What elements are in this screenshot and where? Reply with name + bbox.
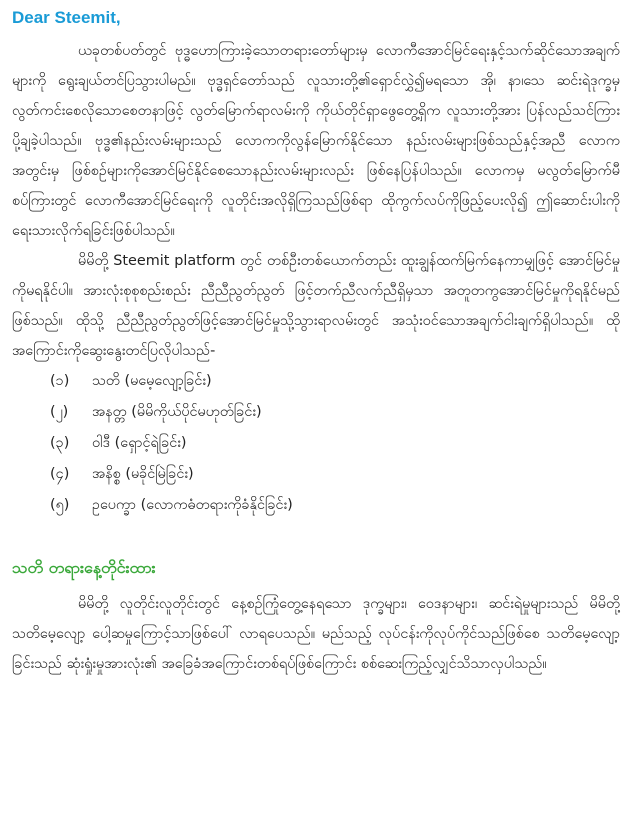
list-item-number: (၅) <box>50 497 70 513</box>
list-item <box>50 459 620 490</box>
list-item-text: အနိစ္စ (မခိုင်မြဲခြင်း) <box>92 466 194 482</box>
list-item-number: (၂) <box>50 404 69 420</box>
section-heading: သတိ တရားနေ့တိုင်းထား <box>12 558 156 577</box>
list-item-text: ဥပေက္ခာ (လောကဓံတရားကိုခံနိုင်ခြင်း) <box>92 497 293 513</box>
list-item <box>50 366 620 397</box>
list-item-text: ဝါဒီ (ရှောင့်ရဲခြင်း) <box>92 435 187 451</box>
article <box>12 6 620 679</box>
list-item <box>50 490 620 521</box>
list-item-number: (၁) <box>50 373 70 389</box>
list-item-number: (၃) <box>50 435 70 451</box>
steemit-paragraph: မိမိတို့ Steemit platform တွင် တစ်ဦးတစ်ယောက်တည်း ထူးချွန်ထက်မြက်နေကာမျှဖြင့် အောင်မြင်မှုကိုမရနိုင်ပါ။ အားလုံးစုစုစည်းစည်း ညီညီညွတ်ညွတ် ဖြင့်တက်ညီလက်ညီရှိမှသာ အတူတကွအောင်မြင်မှုကိုရနိုင်မည်ဖြစ်သည်။ ထိုသို့ ညီညီညွတ်ညွတ်ဖြင့်အောင်မြင်မှုသို့သွားရာလမ်းတွင် အသုံးဝင်သောအချက်ငါးချက်ရှိပါသည်။ ထိုအကြောင်းကိုဆွေးနွေးတင်ပြလိုပါသည်- <box>12 253 620 359</box>
principles-list <box>12 366 620 521</box>
list-item-text: အနတ္တ (မိမိကိုယ်ပိုင်မဟုတ်ခြင်း) <box>92 404 262 420</box>
list-item-number: (၄) <box>50 466 70 482</box>
intro-paragraph: ယခုတစ်ပတ်တွင် ဗုဒ္ဓဟောကြားခဲ့သောတရားတော်များမှ လောကီအောင်မြင်ရေးနှင့်သက်ဆိုင်သောအချက်များကို ရွေးချယ်တင်ပြသွားပါမည်။ ဗုဒ္ဓရှင်တော်သည် လူသားတို့၏ရှောင်လွှဲ၍မရသော အို၊ နာ၊သေ ဆင်းရဲဒုက္ခမှ လွတ်ကင်းစေလိုသောစေတနာဖြင့် လွတ်မြောက်ရာလမ်းကို ကိုယ်တိုင်ရှာဖွေတွေ့ရှိက လူသားတို့အား ပြန်လည်သင်ကြားပို့ချခဲ့ပါသည်။ ဗုဒ္ဓ၏နည်းလမ်းများသည် လောကကိုလွန်မြောက်နိုင်သော နည်းလမ်းများဖြစ်သည်နှင့်အညီ လောကအတွင်းမှ ဖြစ်စဉ်များကိုအောင်မြင်နိုင်စေသောနည်းလမ်းများလည်း ဖြစ်နေပြန်ပါသည်။ လောကမှ မလွတ်မြောက်မီစပ်ကြားတွင် လောကီအောင်မြင်ရေးကို လူတိုင်းအလိုရှိကြသည်ဖြစ်ရာ ထိုကွက်လပ်ကိုဖြည့်ပေးလို၍ ဤဆောင်းပါးကိုရေးသားလိုက်ရခြင်းဖြစ်ပါသည်။ <box>12 43 620 239</box>
list-item <box>50 428 620 459</box>
section-paragraph: မိမိတို့ လူတိုင်းလူတိုင်းတွင် နေ့စဉ်ကြုံတွေ့နေရသော ဒုက္ခများ၊ ဝေဒနာများ၊ ဆင်းရဲမှုများသည် မိမိတို့သတိမေ့လျော့ ပေါ့ဆမှုကြောင့်သာဖြစ်ပေါ် လာရပေသည်။ မည်သည့် လုပ်ငန်းကိုလုပ်ကိုင်သည်ဖြစ်စေ သတိမေ့လျော့ခြင်းသည် ဆုံးရှုံးမှုအားလုံး၏ အခြေခံအကြောင်းတစ်ရပ်ဖြစ်ကြောင်း စစ်ဆေးကြည့်လျှင်သိသာလှပါသည်။ <box>12 596 620 672</box>
list-item <box>50 397 620 428</box>
list-item-text: သတိ (မမေ့လျော့ခြင်း) <box>92 373 212 389</box>
greeting: Dear Steemit, <box>12 8 121 27</box>
